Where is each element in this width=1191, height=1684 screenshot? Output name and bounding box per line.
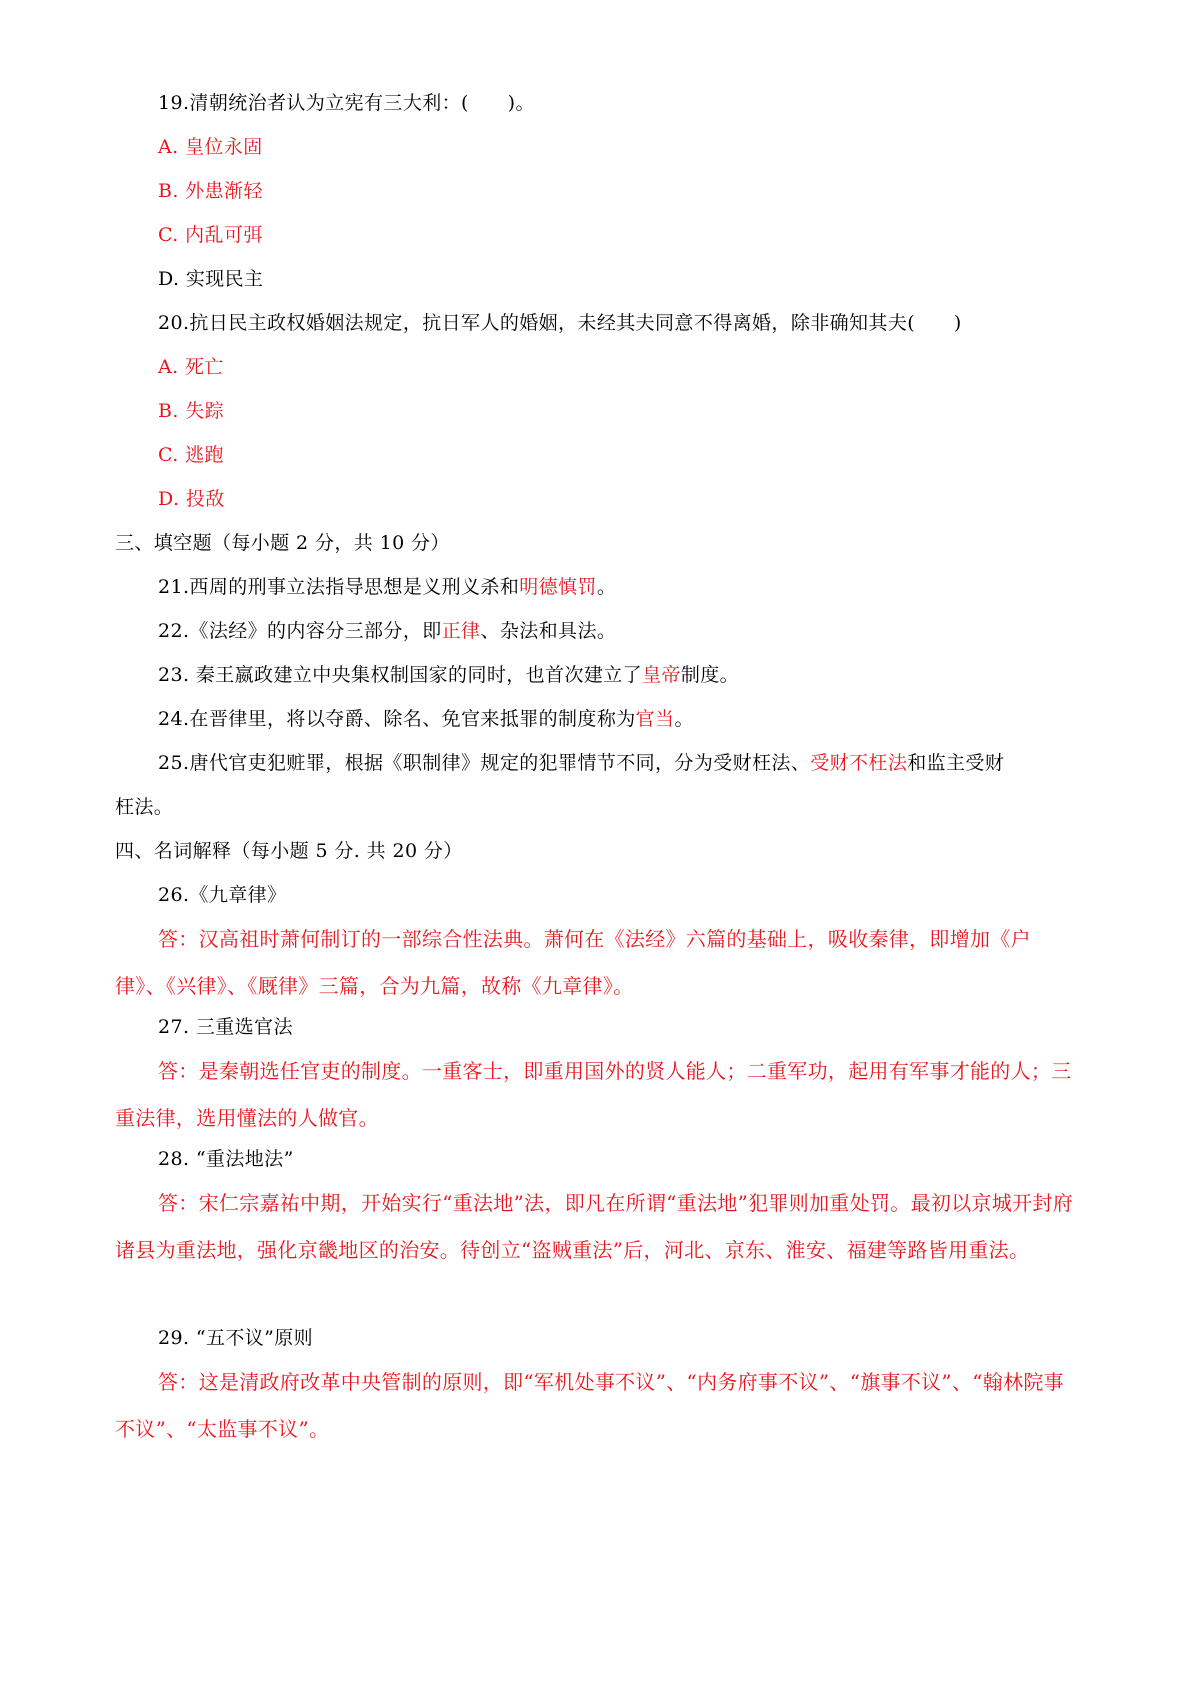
section-3-heading: 三、填空题（每小题 2 分，共 10 分）	[115, 532, 450, 554]
term-26-answer: 答：汉高祖时萧何制订的一部综合性法典。萧何在《法经》六篇的基础上，吸收秦律，即增加《户律》、《兴律》、《厩律》三篇，合为九篇，故称《九章律》。	[115, 927, 1031, 998]
question-20-option-c: C. 逃跑	[158, 444, 224, 466]
fill-answer: 明德慎罚	[519, 576, 597, 598]
question-19-option-d: D. 实现民主	[158, 268, 264, 290]
question-19-option-c: C. 内乱可弭	[158, 224, 263, 246]
fill-text: 21.西周的刑事立法指导思想是义刑义杀和	[158, 576, 520, 598]
fill-item-23	[158, 663, 739, 687]
question-20-option-b: B. 失踪	[158, 400, 225, 422]
question-20-option-d: D. 投敌	[158, 488, 225, 510]
term-28: 28. “重法地法”	[158, 1148, 294, 1170]
fill-item-21	[158, 575, 616, 599]
fill-item-25	[158, 751, 1004, 775]
fill-text: 、杂法和具法。	[480, 620, 617, 642]
fill-text: 。	[596, 576, 617, 598]
term-27: 27. 三重选官法	[158, 1016, 293, 1038]
term-27-answer: 答：是秦朝选任官吏的制度。一重客士，即重用国外的贤人能人；二重军功，起用有军事才能的人；三重法律，选用懂法的人做官。	[115, 1059, 1072, 1130]
fill-text: 和监主受财	[907, 752, 1005, 774]
fill-answer: 受财不枉法	[810, 752, 908, 774]
fill-text: 24.在晋律里，将以夺爵、除名、免官来抵罪的制度称为	[158, 708, 636, 730]
term-26: 26.《九章律》	[158, 884, 287, 906]
fill-answer: 皇帝	[642, 664, 681, 686]
section-4-heading: 四、名词解释（每小题 5 分. 共 20 分）	[115, 840, 463, 862]
fill-text: 。	[674, 708, 694, 730]
fill-answer: 正律	[441, 620, 481, 642]
fill-text: 制度。	[680, 664, 740, 686]
fill-answer: 官当	[635, 708, 675, 730]
term-28-answer: 答：宋仁宗嘉祐中期，开始实行“重法地”法，即凡在所谓“重法地”犯罪则加重处罚。最初以京城开封府诸县为重法地，强化京畿地区的治安。待创立“盗贼重法”后，河北、京东、淮安、福建等路皆用重法。	[115, 1191, 1073, 1262]
fill-item-22	[158, 619, 616, 643]
question-19-stem: 19.清朝统治者认为立宪有三大利：( )。	[158, 92, 535, 114]
question-19-option-a: A. 皇位永固	[158, 136, 263, 158]
fill-item-24	[158, 707, 694, 731]
question-20-stem: 20.抗日民主政权婚姻法规定，抗日军人的婚姻，未经其夫同意不得离婚，除非确知其夫( )	[158, 312, 962, 334]
fill-item-25-continuation: 枉法。	[115, 796, 174, 818]
term-29-answer: 答：这是清政府改革中央管制的原则，即“军机处事不议”、“内务府事不议”、“旗事不议”、“翰林院事不议”、“太监事不议”。	[115, 1370, 1064, 1441]
question-19-option-b: B. 外患渐轻	[158, 180, 263, 202]
term-29: 29. “五不议”原则	[158, 1327, 314, 1349]
fill-text: 25.唐代官吏犯赃罪，根据《职制律》规定的犯罪情节不同，分为受财枉法、	[158, 752, 811, 774]
fill-text: 23. 秦王嬴政建立中央集权制国家的同时，也首次建立了	[158, 664, 643, 686]
fill-text: 22.《法经》的内容分三部分，即	[158, 620, 442, 642]
question-20-option-a: A. 死亡	[158, 356, 224, 378]
